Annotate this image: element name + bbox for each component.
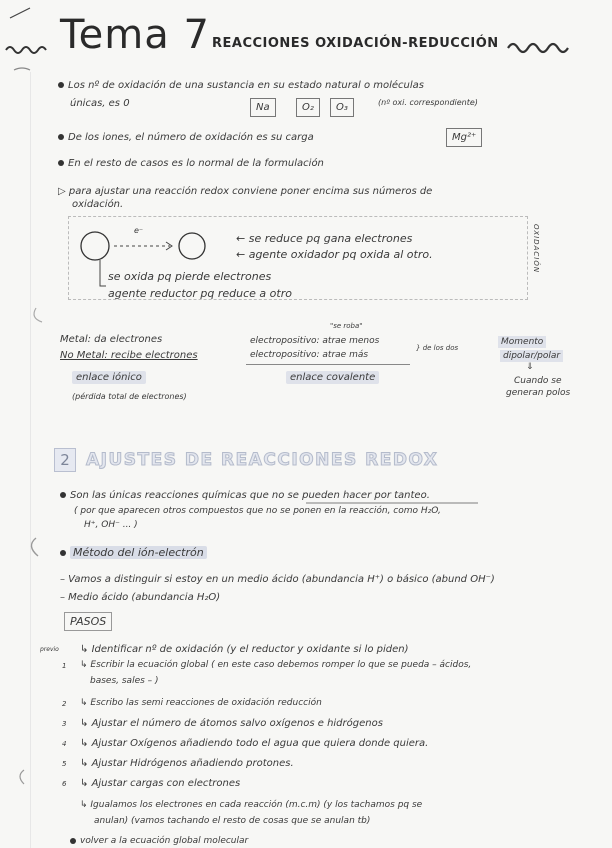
step-7-text: Igualamos los electrones en cada reacción (m.c.m) (y los tachamos pq se: [90, 800, 423, 810]
product-circle: [179, 233, 205, 259]
page-subtitle: REACCIONES OXIDACIÓN-REDUCCIÓN: [212, 36, 499, 51]
section2-p3: H⁺, OH⁻ ... ): [84, 520, 138, 530]
bullet-4-cont: oxidación.: [72, 199, 124, 210]
oxidize-line-1: se oxida pq pierde electrones: [108, 270, 272, 283]
bullet-3-text: En el resto de casos es lo normal de la formulación: [68, 158, 324, 169]
bullet-4: [58, 186, 432, 197]
se-roba-label: "se roba": [330, 322, 363, 330]
step-3-text: Ajustar el número de átomos salvo oxígenos e hidrógenos: [91, 718, 383, 729]
formula-o2: O₂: [296, 98, 320, 117]
dipolar-label: dipolar/polar: [500, 350, 563, 362]
reactant-circle: [81, 232, 109, 260]
corner-stroke: [10, 8, 30, 18]
bullet-1-text: Los nº de oxidación de una sustancia en su estado natural o moléculas: [68, 80, 424, 91]
step-1-label: 1: [62, 662, 67, 670]
electropositivo-2: electropositivo: atrae más: [250, 350, 369, 360]
step-6-label: 6: [62, 780, 67, 788]
bullet-1-note: (nº oxi. correspondiente): [378, 98, 478, 107]
formula-mg: Mg²⁺: [446, 128, 482, 147]
ionic-note: (pérdida total de electrones): [72, 392, 187, 401]
step-1-text: Escribir la ecuación global ( en este caso debemos romper lo que se pueda – ácidos,: [90, 660, 472, 670]
bullet-dot: [70, 838, 76, 844]
section-title: AJUSTES DE REACCIONES REDOX: [86, 450, 439, 470]
electropositivo-1: electropositivo: atrae menos: [250, 336, 380, 346]
section2-p1-text: Son las únicas reacciones químicas que no se pueden hacer por tanteo.: [70, 490, 430, 501]
electron-label: e⁻: [134, 226, 144, 235]
section-number: 2: [54, 448, 76, 472]
pasos-box: PASOS: [64, 612, 112, 631]
wave-right: [508, 44, 568, 52]
wave-left: [6, 47, 46, 53]
step-0: ↳ Identificar nº de oxidación (y el reductor y oxidante si lo piden): [80, 644, 409, 655]
reduce-line-1: ← se reduce pq gana electrones: [236, 232, 413, 245]
bullet-2: [58, 132, 314, 143]
bullet-4-text: para ajustar una reacción redox conviene poner encima sus números de: [68, 186, 433, 197]
margin-squiggle: [14, 68, 30, 70]
bullet-dot: [58, 82, 64, 88]
step-6-text: Ajustar cargas con electrones: [91, 778, 241, 789]
step-7-cont: anulan) (vamos tachando el resto de cosas que se anulan tb): [94, 816, 371, 826]
ionic-label: [72, 372, 146, 383]
formula-na: Na: [250, 98, 276, 117]
bullet-1: [58, 80, 424, 91]
method-m2: – Medio ácido (abundancia H₂O): [60, 592, 221, 603]
de-los-dos: } de los dos: [416, 344, 459, 352]
bullet-dot: [58, 160, 64, 166]
method-m1: – Vamos a distinguir si estoy en un medio ácido (abundancia H⁺) o básico (abund OH⁻): [60, 574, 495, 585]
redox-diagram: [70, 224, 220, 294]
margin-hook-3: [20, 770, 24, 784]
triangle-icon: ▷: [58, 186, 69, 197]
margin-hook: [30, 306, 70, 326]
momento-label: Momento: [498, 336, 546, 348]
ionic-highlight: enlace iónico: [72, 371, 146, 384]
step-4-label: 4: [62, 740, 67, 748]
method-highlight: Método del ión-electrón: [70, 546, 207, 559]
step-2: ↳ Escribo las semi reacciones de oxidación reducción: [80, 698, 322, 708]
step-7: ↳ Igualamos los electrones en cada reacción (m.c.m) (y los tachamos pq se: [80, 800, 423, 810]
margin-hook-2: [24, 536, 44, 560]
step-3: ↳ Ajustar el número de átomos salvo oxígenos e hidrógenos: [80, 718, 383, 729]
method-heading: [60, 546, 207, 559]
down-arrow-icon: ⇓: [526, 362, 534, 372]
step-5-text: Ajustar Hidrógenos añadiendo protones.: [91, 758, 294, 769]
page-title: Tema 7: [60, 12, 210, 58]
bullet-1-cont: únicas, es 0: [70, 98, 130, 109]
reduce-line-2: ← agente oxidador pq oxida al otro.: [236, 248, 433, 261]
step-1-cont: bases, sales – ): [90, 676, 159, 686]
bond-divider: [246, 364, 410, 365]
margin-line: [30, 72, 31, 848]
bullet-dot: [60, 492, 66, 498]
step-3-label: 3: [62, 720, 67, 728]
step-4-text: Ajustar Oxígenos añadiendo todo el agua que quiera donde quiera.: [91, 738, 429, 749]
step-0-label: previo: [40, 646, 59, 653]
formula-o3: O₃: [330, 98, 354, 117]
section2-p2: ( por que aparecen otros compuestos que no se ponen en la reacción, como H₂O,: [74, 506, 441, 516]
generan-polos: generan polos: [506, 388, 571, 398]
step-6: ↳ Ajustar cargas con electrones: [80, 778, 241, 789]
bullet-dot: [60, 550, 66, 556]
bracket-bottom: [100, 260, 106, 286]
bullet-3: [58, 158, 324, 169]
bullet-dot: [58, 134, 64, 140]
de-los-dos-text: de los dos: [422, 344, 459, 352]
covalent-highlight: enlace covalente: [286, 371, 379, 384]
step-1: ↳ Escribir la ecuación global ( en este caso debemos romper lo que se pueda – ácidos,: [80, 660, 472, 670]
step-5: ↳ Ajustar Hidrógenos añadiendo protones.: [80, 758, 294, 769]
section2-p1: [60, 490, 430, 501]
oxidize-line-2: agente reductor pq reduce a otro: [108, 287, 292, 300]
cuando-se: Cuando se: [514, 376, 562, 386]
bullet-2-text: De los iones, el número de oxidación es su carga: [68, 132, 314, 143]
side-label-oxidacion: OXIDACIÓN: [532, 224, 540, 274]
covalent-label: [286, 372, 379, 383]
metal-text: Metal: da electrones: [60, 334, 163, 345]
step-2-text: Escribo las semi reacciones de oxidación reducción: [90, 698, 322, 708]
step-0-text: Identificar nº de oxidación (y el reductor y oxidante si lo piden): [91, 644, 409, 655]
last-line-text: volver a la ecuación global molecular: [80, 836, 249, 846]
nometal-text: No Metal: recibe electrones: [60, 350, 198, 361]
last-line: [70, 836, 248, 846]
step-4: ↳ Ajustar Oxígenos añadiendo todo el agua que quiera donde quiera.: [80, 738, 429, 749]
step-5-label: 5: [62, 760, 67, 768]
step-2-label: 2: [62, 700, 67, 708]
